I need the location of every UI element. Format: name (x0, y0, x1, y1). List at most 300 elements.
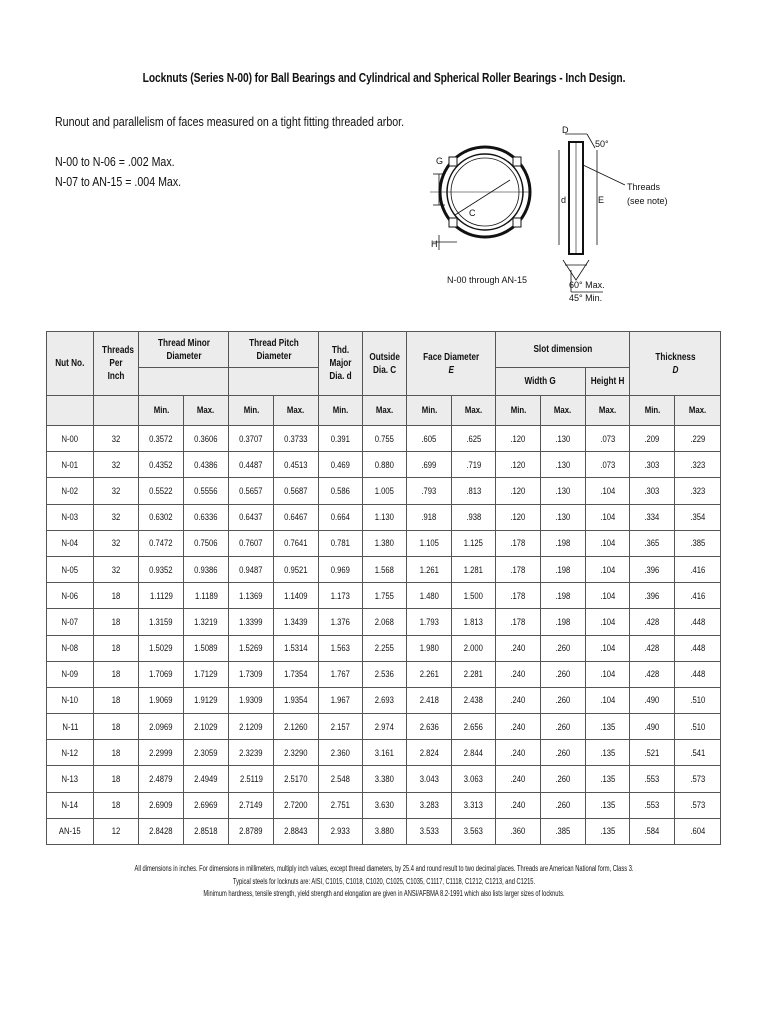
table-cell: 2.536 (363, 661, 407, 687)
table-cell: 0.586 (319, 478, 363, 504)
page-title: Locknuts (Series N-00) for Ball Bearings and Cylindrical and Spherical Roller Bearings - Inch Design. (142, 71, 626, 85)
table-cell: 1.7069 (139, 661, 184, 687)
table-cell: .448 (675, 661, 721, 687)
table-cell: .135 (586, 740, 630, 766)
table-cell: .416 (675, 556, 721, 582)
header-threads-per-inch: Threads Per Inch (94, 332, 139, 396)
table-cell: .135 (586, 766, 630, 792)
table-cell: 1.005 (363, 478, 407, 504)
front-view (430, 147, 530, 250)
table-cell: 18 (94, 714, 139, 740)
table-cell: 2.933 (319, 818, 363, 844)
table-cell: 1.1409 (274, 583, 319, 609)
table-cell: .240 (496, 740, 541, 766)
table-cell: .130 (541, 452, 586, 478)
table-cell: .553 (630, 792, 675, 818)
table-cell: 2.5170 (274, 766, 319, 792)
table-cell: .938 (452, 504, 496, 530)
table-cell: 0.7506 (184, 530, 229, 556)
table-cell: .918 (407, 504, 452, 530)
table-cell: 2.8789 (229, 818, 274, 844)
table-cell: .130 (541, 478, 586, 504)
table-cell: 1.7129 (184, 661, 229, 687)
table-cell: 2.5119 (229, 766, 274, 792)
threads-label: Threads (627, 182, 661, 192)
table-cell: 18 (94, 609, 139, 635)
table-cell: 0.391 (319, 426, 363, 452)
table-cell: .229 (675, 426, 721, 452)
label-g: G (436, 156, 444, 166)
header-max: Max. (363, 396, 407, 426)
table-cell: .793 (407, 478, 452, 504)
table-cell: 2.1260 (274, 714, 319, 740)
table-body (47, 426, 721, 845)
table-cell: 1.3399 (229, 609, 274, 635)
table-cell: .428 (630, 635, 675, 661)
table-cell: 1.5029 (139, 635, 184, 661)
nut-number-cell: N-01 (47, 452, 94, 478)
table-cell: .104 (586, 609, 630, 635)
table-cell: 0.469 (319, 452, 363, 478)
table-cell: 0.755 (363, 426, 407, 452)
table-cell: .719 (452, 452, 496, 478)
table-cell: 0.7472 (139, 530, 184, 556)
table-cell: 1.1129 (139, 583, 184, 609)
header-min: Min. (630, 396, 675, 426)
table-cell: .521 (630, 740, 675, 766)
table-cell: 1.813 (452, 609, 496, 635)
table-cell: .604 (675, 818, 721, 844)
nut-number-cell: N-13 (47, 766, 94, 792)
table-cell: 2.8518 (184, 818, 229, 844)
table-cell: 2.0969 (139, 714, 184, 740)
table-cell: 1.5089 (184, 635, 229, 661)
side-view (559, 134, 625, 292)
table-cell: 1.9309 (229, 687, 274, 713)
nut-number-cell: N-06 (47, 583, 94, 609)
table-cell: .813 (452, 478, 496, 504)
table-cell: 2.281 (452, 661, 496, 687)
table-cell: 2.418 (407, 687, 452, 713)
table-cell: .240 (496, 635, 541, 661)
table-cell: 2.7149 (229, 792, 274, 818)
table-cell: 0.664 (319, 504, 363, 530)
table-cell: .323 (675, 452, 721, 478)
table-cell: 0.7607 (229, 530, 274, 556)
runout-note: Runout and parallelism of faces measured on a tight fitting threaded arbor. (55, 115, 405, 129)
table-cell: .396 (630, 583, 675, 609)
table-cell: 1.3439 (274, 609, 319, 635)
table-row (47, 504, 721, 530)
angle-60: 60° Max. (569, 280, 605, 290)
table-cell: .448 (675, 635, 721, 661)
table-cell: .260 (541, 766, 586, 792)
table-cell: 0.4386 (184, 452, 229, 478)
header-max: Max. (586, 396, 630, 426)
table-cell: 0.781 (319, 530, 363, 556)
table-cell: .605 (407, 426, 452, 452)
table-cell: 1.125 (452, 530, 496, 556)
table-cell: .365 (630, 530, 675, 556)
header-thickness: Thickness D (630, 332, 721, 396)
nut-number-cell: N-02 (47, 478, 94, 504)
table-cell: .260 (541, 740, 586, 766)
table-cell: .209 (630, 426, 675, 452)
table-cell: 2.844 (452, 740, 496, 766)
table-cell: .510 (675, 687, 721, 713)
table-cell: 2.6909 (139, 792, 184, 818)
table-cell: 1.967 (319, 687, 363, 713)
nut-number-cell: N-04 (47, 530, 94, 556)
table-cell: .104 (586, 530, 630, 556)
table-cell: 2.693 (363, 687, 407, 713)
table-cell: .135 (586, 818, 630, 844)
table-row (47, 792, 721, 818)
table-cell: 3.283 (407, 792, 452, 818)
table-cell: .334 (630, 504, 675, 530)
header-height-h: Height H (586, 368, 630, 396)
table-cell: 2.3239 (229, 740, 274, 766)
header-outside-dia: Outside Dia. C (363, 332, 407, 396)
table-cell: .240 (496, 661, 541, 687)
table-cell: 2.548 (319, 766, 363, 792)
table-cell: .130 (541, 426, 586, 452)
table-cell: 1.793 (407, 609, 452, 635)
table-cell: .396 (630, 556, 675, 582)
table-cell: 0.6302 (139, 504, 184, 530)
table-cell: 0.3733 (274, 426, 319, 452)
header-max: Max. (184, 396, 229, 426)
nut-number-cell: N-08 (47, 635, 94, 661)
table-cell: 32 (94, 504, 139, 530)
table-row (47, 530, 721, 556)
table-cell: .625 (452, 426, 496, 452)
table-cell: .354 (675, 504, 721, 530)
table-cell: 2.751 (319, 792, 363, 818)
table-cell: .448 (675, 609, 721, 635)
table-cell: 18 (94, 740, 139, 766)
table-cell: 18 (94, 766, 139, 792)
table-cell: 0.6437 (229, 504, 274, 530)
table-cell: 0.6467 (274, 504, 319, 530)
table-cell: .553 (630, 766, 675, 792)
table-cell: 3.563 (452, 818, 496, 844)
header-blank (94, 396, 139, 426)
table-cell: 0.4352 (139, 452, 184, 478)
table-cell: .260 (541, 687, 586, 713)
table-cell: .510 (675, 714, 721, 740)
table-row (47, 583, 721, 609)
table-cell: 3.043 (407, 766, 452, 792)
table-cell: .104 (586, 583, 630, 609)
nut-number-cell: N-00 (47, 426, 94, 452)
header-min: Min. (496, 396, 541, 426)
header-thread-pitch: Thread Pitch Diameter (229, 332, 319, 368)
table-row (47, 818, 721, 844)
table-cell: 3.380 (363, 766, 407, 792)
table-cell: 32 (94, 530, 139, 556)
table-cell: 2.157 (319, 714, 363, 740)
table-cell: .120 (496, 478, 541, 504)
table-cell: 0.4513 (274, 452, 319, 478)
table-cell: 18 (94, 583, 139, 609)
table-cell: 2.1209 (229, 714, 274, 740)
header-min: Min. (139, 396, 184, 426)
table-cell: 1.376 (319, 609, 363, 635)
table-row (47, 740, 721, 766)
table-cell: 0.3707 (229, 426, 274, 452)
table-cell: .260 (541, 792, 586, 818)
table-cell: .240 (496, 714, 541, 740)
table-cell: 12 (94, 818, 139, 844)
table-cell: .490 (630, 687, 675, 713)
table-cell: .073 (586, 452, 630, 478)
nut-number-cell: N-07 (47, 609, 94, 635)
figure-caption: N-00 through AN-15 (447, 275, 528, 285)
table-cell: 0.6336 (184, 504, 229, 530)
table-cell: .360 (496, 818, 541, 844)
table-cell: 32 (94, 556, 139, 582)
footnote-hardness: Minimum hardness, tensile strength, yield strength and elongation are given in ANSI/AFBMA 8.2-1991 which also lists larger sizes of locknuts. (203, 889, 565, 898)
table-cell: .104 (586, 635, 630, 661)
table-cell: .240 (496, 766, 541, 792)
table-cell: 32 (94, 452, 139, 478)
footnote-steels: Typical steels for locknuts are: AISI, C1015, C1018, C1020, C1025, C1035, C1117, C1118, C1212, C1213, and C1215. (232, 877, 536, 886)
table-cell: 1.261 (407, 556, 452, 582)
table-cell: 1.480 (407, 583, 452, 609)
header-thd-major: Thd. Major Dia. d (319, 332, 363, 396)
table-cell: .178 (496, 609, 541, 635)
table-cell: 2.6969 (184, 792, 229, 818)
table-cell: 1.563 (319, 635, 363, 661)
table-cell: .104 (586, 504, 630, 530)
header-nut-no: Nut No. (47, 332, 94, 396)
table-cell: 3.880 (363, 818, 407, 844)
table-row (47, 714, 721, 740)
table-cell: 1.755 (363, 583, 407, 609)
header-face-diameter: Face Diameter E (407, 332, 496, 396)
label-e: E (598, 195, 605, 205)
table-cell: .303 (630, 452, 675, 478)
label-c: C (469, 208, 476, 218)
table-cell: 0.3606 (184, 426, 229, 452)
table-cell: 2.7200 (274, 792, 319, 818)
table-row (47, 635, 721, 661)
table-cell: .198 (541, 583, 586, 609)
table-cell: 18 (94, 635, 139, 661)
table-cell: 2.261 (407, 661, 452, 687)
nut-number-cell: AN-15 (47, 818, 94, 844)
table-row (47, 478, 721, 504)
table-cell: .699 (407, 452, 452, 478)
table-cell: .198 (541, 609, 586, 635)
table-cell: 1.281 (452, 556, 496, 582)
header-min: Min. (319, 396, 363, 426)
table-cell: .240 (496, 792, 541, 818)
table-cell: .198 (541, 556, 586, 582)
table-cell: 0.9352 (139, 556, 184, 582)
header-max: Max. (452, 396, 496, 426)
table-cell: 3.063 (452, 766, 496, 792)
nut-number-cell: N-09 (47, 661, 94, 687)
table-cell: .073 (586, 426, 630, 452)
header-thread-pitch-spacer (229, 368, 319, 396)
header-max: Max. (675, 396, 721, 426)
table-cell: .240 (496, 687, 541, 713)
table-cell: 2.000 (452, 635, 496, 661)
table-row (47, 556, 721, 582)
table-cell: .120 (496, 504, 541, 530)
table-cell: .428 (630, 609, 675, 635)
table-cell: 1.9354 (274, 687, 319, 713)
table-cell: .584 (630, 818, 675, 844)
header-max: Max. (541, 396, 586, 426)
locknut-table (46, 331, 721, 845)
table-row (47, 661, 721, 687)
table-cell: 1.1369 (229, 583, 274, 609)
table-cell: 0.5556 (184, 478, 229, 504)
tolerance-line-1: N-00 to N-06 = .002 Max. (55, 155, 175, 169)
table-cell: 0.969 (319, 556, 363, 582)
table-cell: 2.3290 (274, 740, 319, 766)
table-cell: 1.5314 (274, 635, 319, 661)
table-cell: .428 (630, 661, 675, 687)
table-cell: 2.4879 (139, 766, 184, 792)
table-cell: 1.9129 (184, 687, 229, 713)
table-row (47, 426, 721, 452)
angle-45: 45° Min. (569, 293, 603, 303)
table-cell: .198 (541, 530, 586, 556)
table-cell: 2.1029 (184, 714, 229, 740)
table-cell: 1.3219 (184, 609, 229, 635)
table-cell: 2.255 (363, 635, 407, 661)
table-cell: 2.2999 (139, 740, 184, 766)
table-cell: 18 (94, 661, 139, 687)
see-note-label: (see note) (627, 196, 668, 206)
label-h: H (431, 239, 438, 249)
header-thread-minor: Thread Minor Diameter (139, 332, 229, 368)
table-cell: 1.767 (319, 661, 363, 687)
table-cell: .104 (586, 661, 630, 687)
table-cell: 2.824 (407, 740, 452, 766)
locknut-drawing (425, 120, 675, 310)
table-cell: .104 (586, 478, 630, 504)
table-cell: 1.105 (407, 530, 452, 556)
table-cell: .178 (496, 583, 541, 609)
nut-number-cell: N-10 (47, 687, 94, 713)
header-blank (47, 396, 94, 426)
locknut-diagram (425, 120, 675, 310)
table-cell: 2.636 (407, 714, 452, 740)
table-cell: .104 (586, 556, 630, 582)
table-cell: 32 (94, 426, 139, 452)
table-cell: 3.313 (452, 792, 496, 818)
table-cell: 18 (94, 687, 139, 713)
table-cell: 2.068 (363, 609, 407, 635)
table-cell: .573 (675, 766, 721, 792)
nut-number-cell: N-11 (47, 714, 94, 740)
table-cell: .135 (586, 714, 630, 740)
header-min: Min. (229, 396, 274, 426)
table-cell: .541 (675, 740, 721, 766)
table-cell: 1.9069 (139, 687, 184, 713)
table-cell: .416 (675, 583, 721, 609)
table-cell: 0.9521 (274, 556, 319, 582)
table-cell: 2.974 (363, 714, 407, 740)
table-cell: 3.533 (407, 818, 452, 844)
table-cell: 1.5269 (229, 635, 274, 661)
table-cell: .385 (541, 818, 586, 844)
table-cell: .178 (496, 530, 541, 556)
table-cell: 1.500 (452, 583, 496, 609)
angle-50: 50° (595, 139, 609, 149)
header-min: Min. (407, 396, 452, 426)
table-cell: .573 (675, 792, 721, 818)
table-cell: 2.8428 (139, 818, 184, 844)
table-cell: 1.980 (407, 635, 452, 661)
table-cell: 1.1189 (184, 583, 229, 609)
table-cell: 2.438 (452, 687, 496, 713)
table-cell: .323 (675, 478, 721, 504)
table-cell: 0.9386 (184, 556, 229, 582)
table-cell: 2.360 (319, 740, 363, 766)
footnote-dimensions: All dimensions in inches. For dimensions in millimeters, multiply inch values, except thread diameters, by 25.4 and round result to two decimal places. Threads are American National form, Class 3. (134, 864, 634, 873)
nut-number-cell: N-14 (47, 792, 94, 818)
header-thread-minor-spacer (139, 368, 229, 396)
table-row (47, 452, 721, 478)
table-cell: 1.568 (363, 556, 407, 582)
table-cell: 1.380 (363, 530, 407, 556)
table-cell: .104 (586, 687, 630, 713)
table-cell: 3.630 (363, 792, 407, 818)
header-slot-dimension: Slot dimension (496, 332, 630, 368)
table-cell: 18 (94, 792, 139, 818)
table-row (47, 609, 721, 635)
table-cell: 0.3572 (139, 426, 184, 452)
table-cell: .490 (630, 714, 675, 740)
table-cell: .178 (496, 556, 541, 582)
table-cell: .303 (630, 478, 675, 504)
table-cell: 3.161 (363, 740, 407, 766)
table-cell: .120 (496, 426, 541, 452)
table-cell: 0.5657 (229, 478, 274, 504)
table-cell: .260 (541, 635, 586, 661)
table-row (47, 766, 721, 792)
table-cell: 1.7354 (274, 661, 319, 687)
table-cell: 2.4949 (184, 766, 229, 792)
label-d-small: d (561, 195, 567, 205)
table-cell: .135 (586, 792, 630, 818)
table-cell: 2.656 (452, 714, 496, 740)
table-cell: 2.8843 (274, 818, 319, 844)
header-width-g: Width G (496, 368, 586, 396)
table-cell: .260 (541, 714, 586, 740)
table-cell: 1.130 (363, 504, 407, 530)
table-cell: .120 (496, 452, 541, 478)
label-d-top: D (562, 125, 569, 135)
nut-number-cell: N-12 (47, 740, 94, 766)
nut-number-cell: N-03 (47, 504, 94, 530)
nut-number-cell: N-05 (47, 556, 94, 582)
table-cell: 0.880 (363, 452, 407, 478)
table-cell: .260 (541, 661, 586, 687)
table-cell: 0.5522 (139, 478, 184, 504)
tolerance-line-2: N-07 to AN-15 = .004 Max. (55, 175, 182, 189)
table-cell: 0.5687 (274, 478, 319, 504)
table-cell: .385 (675, 530, 721, 556)
table-cell: 1.173 (319, 583, 363, 609)
table-cell: 32 (94, 478, 139, 504)
